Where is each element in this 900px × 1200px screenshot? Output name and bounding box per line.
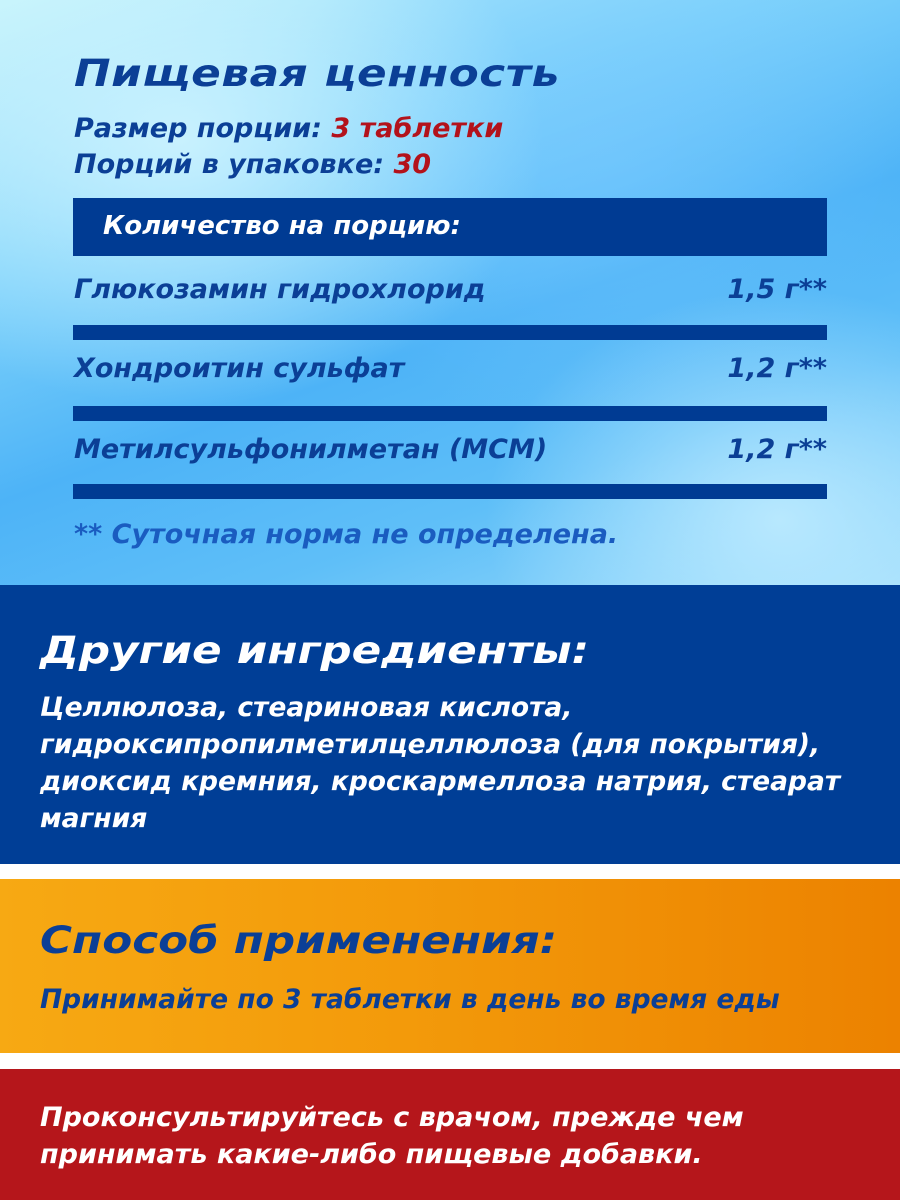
nutrient-amount: 1,2 г** bbox=[727, 434, 827, 465]
row-divider bbox=[73, 325, 827, 340]
warning-text: Проконсультируйтесь с врачом, прежде чем принимать какие-либо пищевые добавки. bbox=[40, 1102, 744, 1170]
daily-value-footnote: ** Суточная норма не определена. bbox=[74, 519, 619, 550]
row-divider bbox=[73, 406, 827, 421]
amount-per-serving-label: Количество на порцию: bbox=[103, 211, 461, 241]
amount-per-serving-header bbox=[73, 198, 827, 256]
nutrient-name: Хондроитин сульфат bbox=[74, 353, 405, 384]
nutrient-amount: 1,2 г** bbox=[727, 353, 827, 384]
usage-panel bbox=[0, 879, 900, 1053]
nutrient-name: Метилсульфонилметан (МСМ) bbox=[74, 434, 548, 465]
warning-panel bbox=[0, 1069, 900, 1200]
section-divider bbox=[0, 864, 900, 879]
section-divider bbox=[0, 1053, 900, 1069]
servings-per-value: 30 bbox=[393, 149, 432, 180]
serving-size-value: 3 таблетки bbox=[331, 113, 504, 144]
nutrient-row bbox=[74, 353, 827, 393]
nutrition-title: Пищевая ценность bbox=[74, 52, 560, 95]
servings-per-label: Порций в упаковке: bbox=[74, 149, 385, 180]
other-ingredients-text: Целлюлоза, стеариновая кислота, гидроксипропилметилцеллюлоза (для покрытия), диоксид кремния, кроскармеллоза натрия, стеарат магния bbox=[40, 692, 841, 834]
usage-text: Принимайте по 3 таблетки в день во время еды bbox=[40, 984, 780, 1015]
serving-size bbox=[74, 113, 503, 144]
nutrient-row bbox=[74, 274, 827, 314]
nutrition-facts-panel bbox=[0, 0, 900, 585]
other-ingredients-panel bbox=[0, 585, 900, 864]
row-divider bbox=[73, 484, 827, 499]
nutrient-row bbox=[74, 434, 827, 474]
other-ingredients-title: Другие ингредиенты: bbox=[40, 629, 590, 672]
serving-size-label: Размер порции: bbox=[74, 113, 322, 144]
usage-title: Способ применения: bbox=[40, 919, 558, 962]
servings-per-container bbox=[74, 149, 431, 180]
nutrient-name: Глюкозамин гидрохлорид bbox=[74, 274, 486, 305]
nutrient-amount: 1,5 г** bbox=[727, 274, 827, 305]
